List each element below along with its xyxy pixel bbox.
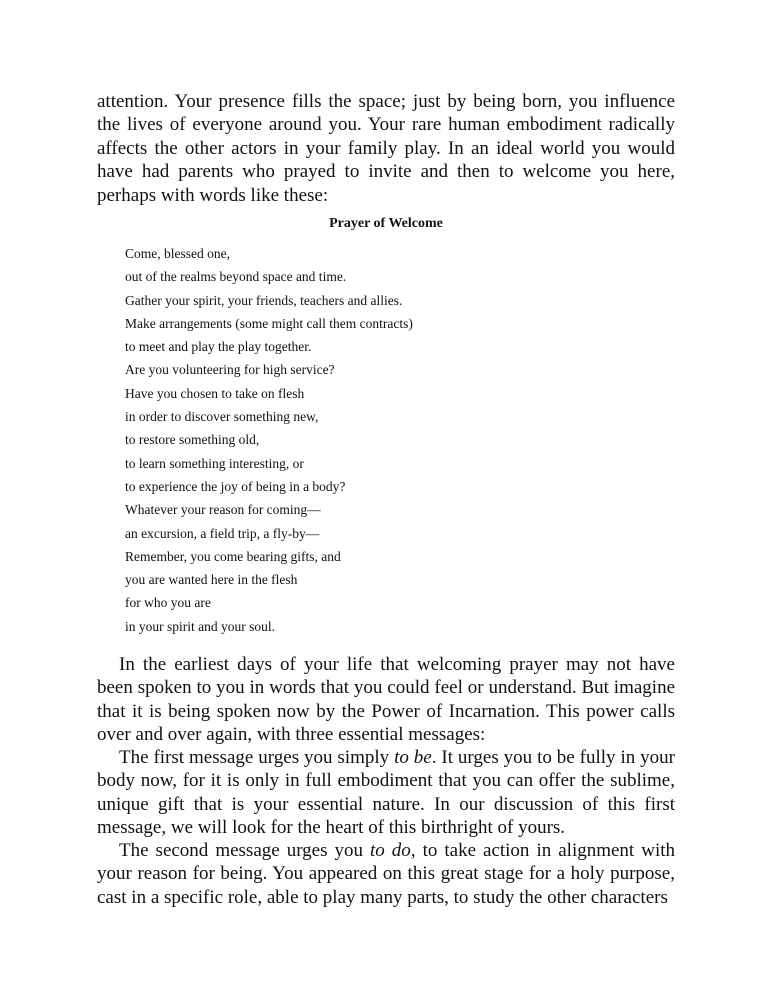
prayer-line: in your spirit and your soul. [125, 618, 275, 634]
text-run: , to take action in alignment with your reason for being. You appeared on this great stage for a holy purpose, cast in a specific role, able to play many parts, to study the other characters [97, 840, 675, 908]
prayer-line: out of the realms beyond space and time. [125, 269, 347, 285]
paragraph-intro: attention. Your presence fills the space; just by being born, you influence the lives of everyone around you. Your rare human embodiment radically affects the other actors in your family play. In an ideal world you would have had parents who prayed to invite and then to welcome you here, perhaps with words like these: [97, 91, 675, 206]
prayer-line: Make arrangements (some might call them contracts) [125, 315, 413, 331]
prayer-line: to meet and play the play together. [125, 339, 312, 355]
prayer-line: Gather your spirit, your friends, teachers and allies. [125, 292, 403, 308]
prayer-title: Prayer of Welcome [329, 216, 443, 231]
paragraph-second-message [97, 839, 675, 909]
text-run: . It urges you to be fully in your body now, for it is only in full embodiment that you can offer the sublime, unique gift that is your essential nature. In our discussion of this first message, we will look for the heart of this birthright of yours. [97, 747, 675, 839]
prayer-line: an excursion, a field trip, a fly-by— [125, 525, 320, 541]
paragraph-earliest-days: In the earliest days of your life that welcoming prayer may not have been spoken to you in words that you could feel or understand. But imagine that it is being spoken now by the Power of Incarnation. This power calls over and over again, with three essential messages: [97, 654, 675, 746]
prayer-line: for who you are [125, 595, 211, 611]
text-run: The first message urges you simply [119, 747, 395, 768]
prayer-verse [125, 245, 413, 641]
prayer-line: you are wanted here in the flesh [125, 572, 298, 588]
text-run: The second message urges you [119, 840, 371, 861]
prayer-line: Remember, you come bearing gifts, and [125, 548, 341, 564]
prayer-line: Whatever your reason for coming— [125, 502, 321, 518]
prayer-line: in order to discover something new, [125, 409, 319, 425]
emphasis-text: to do [370, 840, 411, 861]
prayer-line: Have you chosen to take on flesh [125, 385, 305, 401]
prayer-line: Come, blessed one, [125, 246, 230, 261]
paragraph-first-message [97, 746, 675, 840]
prayer-line: to learn something interesting, or [125, 455, 304, 471]
prayer-line: Are you volunteering for high service? [125, 362, 335, 378]
prayer-line: to restore something old, [125, 432, 260, 448]
emphasis-text: to be [394, 747, 432, 768]
prayer-line: to experience the joy of being in a body? [125, 478, 346, 494]
